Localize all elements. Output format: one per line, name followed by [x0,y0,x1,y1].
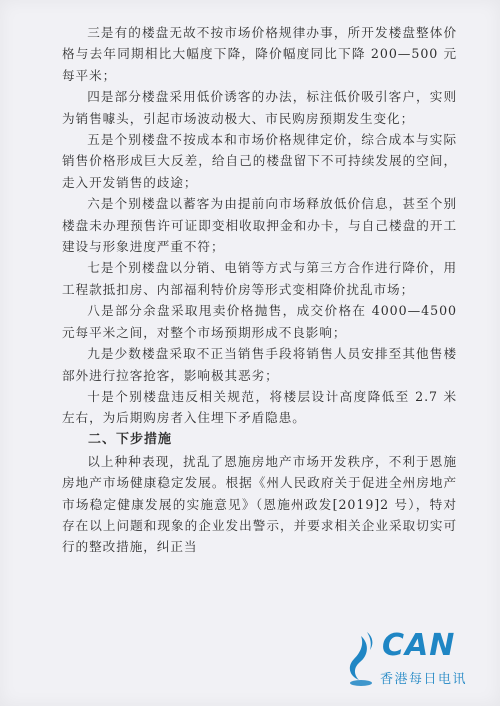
watermark-brand: CAN [382,628,456,663]
swirl-icon [342,630,380,688]
watermark-subtitle: 香港每日电讯 [380,672,468,687]
document-body [62,22,457,558]
section-heading: 二、下步措施 [88,431,173,447]
paragraph-item-10: 十是个别楼盘违反相关规范，将楼层设计高度降低至 2.7 米左右，为后期购房者入住埋下矛盾隐患。 [62,388,457,426]
watermark-logo [342,626,482,692]
paragraph-item-3: 三是有的楼盘无故不按市场价格规律办事，所开发楼盘整体价格与去年同期相比大幅度下降，降价幅度同比下降 200—500 元每平米； [62,25,457,83]
paragraph-item-4: 四是部分楼盘采用低价诱客的办法，标注低价吸引客户，实则为销售噱头，引起市场波动极大、市民购房预期发生变化； [62,89,457,126]
paragraph-item-6: 六是个别楼盘以蓄客为由提前向市场释放低价信息，甚至个别楼盘未办理预售许可证即变相收取押金和办卡，与自己楼盘的开工建设与形象进度严重不符； [62,196,457,255]
paragraph-item-5: 五是个别楼盘不按成本和市场价格规律定价，综合成本与实际销售价格形成巨大反差，给自己的楼盘留下不可持续发展的空间，走入开发销售的歧途； [62,132,457,190]
paragraph-item-8: 八是部分余盘采取甩卖价格抛售，成交价格在 4000—4500 元每平米之间，对整个市场预期形成不良影响； [62,303,457,340]
closing-paragraph: 以上种种表现，扰乱了恩施房地产市场开发秩序，不利于恩施房地产市场健康稳定发展。根据《州人民政府关于促进全州房地产市场稳定健康发展的实施意见》（恩施州政发[2019]2 号），特对存在以上问题和现象的企业发出警示，并要求相关企业采取切实可行的整改措施，纠正当 [62,453,457,555]
paragraph-item-9: 九是少数楼盘采取不正当销售手段将销售人员安排至其他售楼部外进行拉客抢客，影响极其恶劣； [62,346,457,383]
paragraph-item-7: 七是个别楼盘以分销、电销等方式与第三方合作进行降价，用工程款抵扣房、内部福利特价房等形式变相降价扰乱市场； [62,260,457,297]
